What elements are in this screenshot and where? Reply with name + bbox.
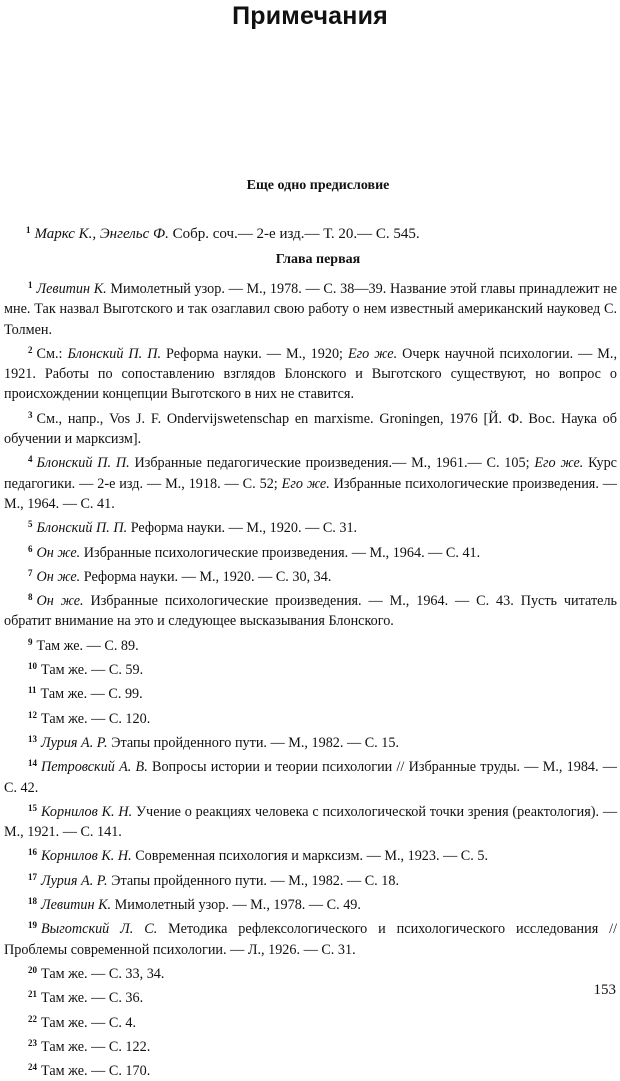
footnote bbox=[4, 539, 617, 563]
footnote-author: Петровский А. В. bbox=[41, 759, 148, 776]
footnote-number: 1 bbox=[28, 280, 33, 290]
footnote-number: 18 bbox=[28, 896, 37, 907]
footnote-text: Современная психология и марксизм. — М., 1923. — С. 5. bbox=[131, 848, 488, 865]
footnote-number: 23 bbox=[28, 1037, 37, 1048]
footnote-text: Там же. — С. 99. bbox=[40, 686, 143, 703]
footnote-author: Выготский Л. С. bbox=[41, 921, 158, 938]
footnote-text: Там же. — С. 122. bbox=[41, 1038, 151, 1055]
footnote-text: Избранные психологические произведения. — М., 1964. — С. 43. Пусть читатель обратит внимание на это и следующее высказывания Блонского. bbox=[4, 593, 617, 630]
footnote-author: Его же. bbox=[281, 475, 330, 492]
footnote-author: Левитин К. bbox=[36, 281, 107, 297]
footnote-author: Он же. bbox=[36, 568, 81, 585]
footnote-text: Учение о реакциях человека с психологической точки зрения (реактология). — М., 1921. — С. 141. bbox=[4, 803, 618, 841]
footnote-text: Избранные психологические произведения. — М., 1964. — С. 41. bbox=[4, 475, 617, 512]
footnote-number: 9 bbox=[28, 636, 33, 647]
footnote-text: См.: bbox=[36, 345, 68, 362]
footnote-number: 6 bbox=[28, 543, 33, 554]
footnote bbox=[4, 1009, 617, 1033]
footnote-author: Его же. bbox=[534, 455, 584, 472]
footnote bbox=[4, 915, 617, 960]
footnote bbox=[4, 656, 617, 680]
footnote bbox=[4, 867, 617, 891]
footnote-text: Там же. — С. 170. bbox=[41, 1063, 151, 1080]
footnote bbox=[4, 405, 617, 450]
footnote-text: Там же. — С. 120. bbox=[41, 710, 151, 727]
footnote-list bbox=[4, 275, 617, 1081]
footnote bbox=[4, 563, 617, 587]
footnote bbox=[4, 275, 617, 340]
footnote-number: 8 bbox=[28, 592, 33, 603]
footnote-text: Реформа науки. — М., 1920. — С. 31. bbox=[127, 520, 358, 537]
footnote-author: Маркс К., Энгельс Ф. bbox=[34, 226, 169, 242]
footnote-number: 11 bbox=[28, 685, 37, 696]
footnote-number: 24 bbox=[28, 1062, 37, 1073]
section-heading-preface: Еще одно предисловие bbox=[246, 178, 390, 193]
footnote bbox=[4, 842, 617, 866]
footnote bbox=[4, 1033, 617, 1057]
footnote bbox=[26, 225, 606, 243]
section-heading-chapter-one: Глава первая bbox=[275, 252, 361, 267]
footnote bbox=[4, 449, 617, 514]
footnote bbox=[4, 1057, 617, 1081]
footnote-number: 20 bbox=[28, 964, 37, 975]
footnote-text: Мимолетный узор. — М., 1978. — С. 49. bbox=[111, 897, 361, 914]
footnote-number: 22 bbox=[28, 1013, 37, 1024]
footnote-text: Очерк научной психологии. — М., 1921. Работы по сопоставлению взглядов Блонского и Выготского существуют, но вопрос о происхождении концепции Выготского в них не ставится. bbox=[4, 345, 618, 403]
footnote bbox=[4, 680, 617, 704]
footnote-number: 12 bbox=[28, 709, 37, 720]
footnote bbox=[4, 705, 617, 729]
footnote-author: Лурия А. Р. bbox=[41, 734, 108, 751]
footnote-number: 15 bbox=[28, 802, 37, 813]
footnote-number: 2 bbox=[28, 344, 33, 355]
footnote-text: Там же. — С. 33, 34. bbox=[41, 965, 165, 982]
footnote-number: 10 bbox=[28, 661, 37, 672]
footnote bbox=[4, 632, 617, 656]
footnote-author: Блонский П. П. bbox=[36, 455, 130, 472]
footnote-text: Курс педагогики. — 2-е изд. — М., 1918. — С. 52; bbox=[4, 455, 617, 492]
footnote-author: Он же. bbox=[36, 544, 81, 561]
footnote-text: Мимолетный узор. — М., 1978. — С. 38—39. Название этой главы принадлежит не мне. Так назвал Выготского и так озаглавил свою работу о нем известный американский науковед С. Толмен. bbox=[4, 281, 617, 338]
footnote bbox=[4, 587, 617, 632]
footnote-author: Его же. bbox=[347, 345, 398, 362]
page-number: 153 bbox=[593, 982, 616, 998]
footnote-text: Избранные педагогические произведения.— М., 1961.— С. 105; bbox=[129, 455, 535, 472]
footnote bbox=[4, 984, 617, 1008]
footnote-text: Реформа науки. — М., 1920. — С. 30, 34. bbox=[80, 568, 332, 585]
footnote-number: 5 bbox=[28, 519, 33, 530]
footnote-author: Корнилов К. Н. bbox=[41, 803, 133, 820]
footnote-number: 3 bbox=[28, 409, 33, 420]
footnote bbox=[4, 340, 617, 405]
footnote-number: 19 bbox=[28, 920, 37, 931]
footnote-text: Там же. — С. 36. bbox=[41, 990, 144, 1007]
footnote-text: Вопросы истории и теории психологии // Избранные труды. — М., 1984. — С. 42. bbox=[4, 759, 617, 796]
footnote-text: Там же. — С. 89. bbox=[36, 637, 139, 654]
footnote bbox=[4, 798, 617, 843]
footnote-text: Этапы пройденного пути. — М., 1982. — С. 18. bbox=[107, 872, 400, 889]
page-title: Примечания bbox=[232, 2, 388, 30]
footnote-number: 1 bbox=[26, 225, 31, 235]
footnote-text: Там же. — С. 59. bbox=[41, 662, 144, 679]
footnote-number: 17 bbox=[28, 871, 37, 882]
footnote-number: 7 bbox=[28, 567, 33, 578]
footnote-text: Реформа науки. — М., 1920; bbox=[161, 345, 348, 362]
footnote-number: 13 bbox=[28, 733, 37, 744]
footnote-text: См., напр., Vos J. F. Ondervijswetenschap en marxisme. Groningen, 1976 [Й. Ф. Вос. Наука об обучении и марксизм]. bbox=[4, 410, 617, 448]
footnote-text: Этапы пройденного пути. — М., 1982. — С. 15. bbox=[107, 734, 400, 751]
footnote-number: 4 bbox=[28, 454, 33, 465]
footnote-author: Блонский П. П. bbox=[36, 520, 128, 537]
footnote-number: 16 bbox=[28, 847, 37, 858]
footnote-text: Избранные психологические произведения. — М., 1964. — С. 41. bbox=[80, 544, 481, 561]
footnote bbox=[4, 753, 617, 798]
footnote-author: Блонский П. П. bbox=[67, 345, 161, 362]
footnote bbox=[4, 960, 617, 984]
footnote-text: Там же. — С. 4. bbox=[41, 1014, 137, 1031]
footnote bbox=[4, 729, 617, 753]
footnote-text: Методика рефлексологического и психологического исследования // Проблемы современной психологии. — Л., 1926. — С. 31. bbox=[4, 921, 618, 958]
footnote-number: 21 bbox=[28, 989, 37, 1000]
footnote bbox=[4, 514, 617, 538]
footnote-author: Левитин К. bbox=[41, 897, 112, 914]
footnote bbox=[4, 891, 617, 915]
footnote-author: Он же. bbox=[36, 593, 84, 610]
footnote-author: Корнилов К. Н. bbox=[41, 848, 132, 865]
footnote-text: Собр. соч.— 2-е изд.— Т. 20.— С. 545. bbox=[168, 226, 420, 242]
footnote-author: Лурия А. Р. bbox=[41, 872, 108, 889]
footnote-number: 14 bbox=[28, 758, 37, 769]
